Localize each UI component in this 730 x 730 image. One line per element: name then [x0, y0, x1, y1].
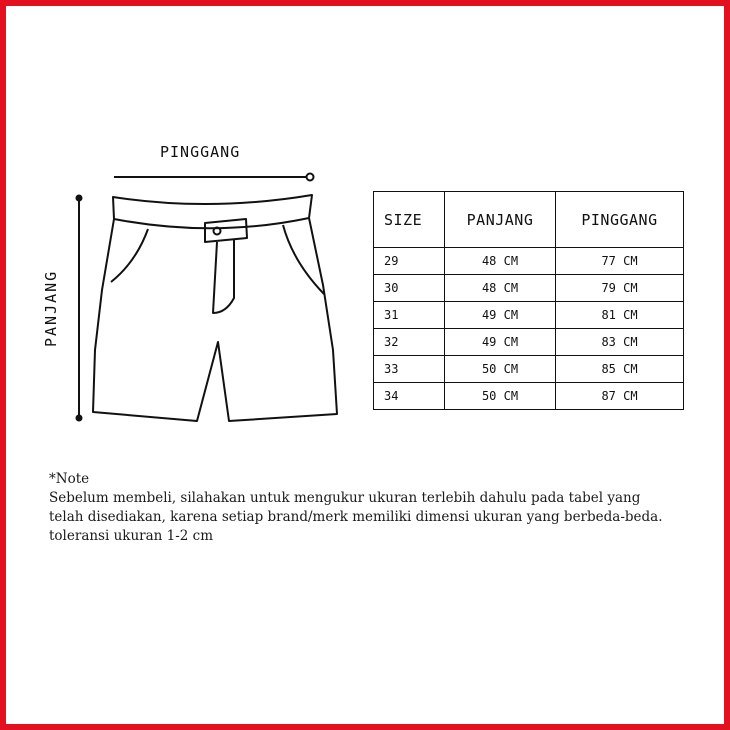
- cell-length: 49 CM: [445, 302, 556, 329]
- header-waist: PINGGANG: [556, 192, 684, 248]
- cell-size: 34: [374, 383, 445, 410]
- table-header-row: [374, 192, 684, 248]
- cell-length: 48 CM: [445, 248, 556, 275]
- cell-size: 32: [374, 329, 445, 356]
- cell-waist: 79 CM: [556, 275, 684, 302]
- waist-label: PINGGANG: [160, 143, 241, 161]
- note-line-2: telah disediakan, karena setiap brand/merk memiliki dimensi ukuran yang berbeda-beda.: [49, 509, 663, 525]
- cell-length: 50 CM: [445, 383, 556, 410]
- cell-length: 49 CM: [445, 329, 556, 356]
- cell-size: 30: [374, 275, 445, 302]
- note-block: [49, 470, 709, 546]
- size-table: [373, 191, 684, 410]
- cell-waist: 77 CM: [556, 248, 684, 275]
- table-row: [374, 356, 684, 383]
- table-row: [374, 302, 684, 329]
- cell-waist: 83 CM: [556, 329, 684, 356]
- table-row: [374, 248, 684, 275]
- cell-size: 33: [374, 356, 445, 383]
- cell-waist: 85 CM: [556, 356, 684, 383]
- table-row: [374, 329, 684, 356]
- waist-measure-line: [114, 174, 314, 181]
- length-label: PANJANG: [42, 269, 60, 347]
- note-line-1: Sebelum membeli, silahakan untuk mengukur ukuran terlebih dahulu pada tabel yang: [49, 490, 641, 506]
- cell-waist: 87 CM: [556, 383, 684, 410]
- cell-length: 50 CM: [445, 356, 556, 383]
- cell-size: 31: [374, 302, 445, 329]
- shorts-outline: [93, 195, 337, 421]
- length-measure-line: [77, 196, 82, 421]
- note-line-3: toleransi ukuran 1-2 cm: [49, 528, 214, 544]
- note-heading: *Note: [49, 471, 90, 487]
- cell-waist: 81 CM: [556, 302, 684, 329]
- table-row: [374, 275, 684, 302]
- header-size: SIZE: [374, 192, 445, 248]
- header-length: PANJANG: [445, 192, 556, 248]
- cell-size: 29: [374, 248, 445, 275]
- cell-length: 48 CM: [445, 275, 556, 302]
- table-row: [374, 383, 684, 410]
